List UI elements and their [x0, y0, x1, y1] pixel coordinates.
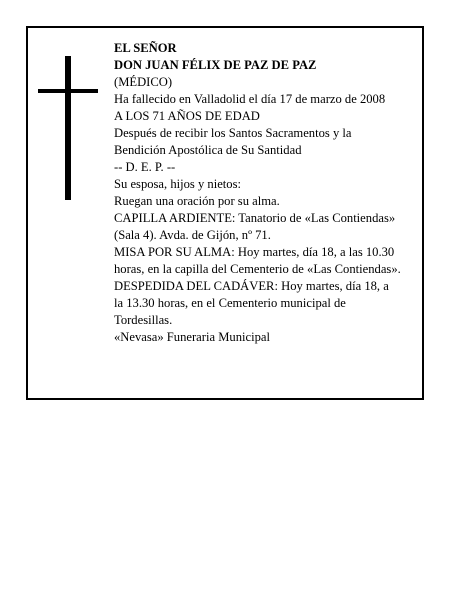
profession: (MÉDICO)	[114, 75, 173, 89]
death-statement: Ha fallecido en Valladolid el día 17 de marzo de 2008	[114, 92, 386, 106]
funeral-home: «Nevasa» Funeraria Municipal	[114, 330, 270, 344]
obituary-text	[114, 40, 424, 346]
mass-line-1: MISA POR SU ALMA: Hoy martes, día 18, a las 10.30	[114, 245, 395, 259]
title-line-1: EL SEÑOR	[114, 41, 177, 55]
chapel-line-1: CAPILLA ARDIENTE: Tanatorio de «Las Contiendas»	[114, 211, 396, 225]
age-at-death: A LOS 71 AÑOS DE EDAD	[114, 109, 260, 123]
farewell-line-1: DESPEDIDA DEL CADÁVER: Hoy martes, día 18, a	[114, 279, 389, 293]
deceased-name: DON JUAN FÉLIX DE PAZ DE PAZ	[114, 58, 317, 72]
cross-horizontal-bar	[38, 89, 98, 93]
farewell-line-2: la 13.30 horas, en el Cementerio municipal de	[114, 296, 346, 310]
sacraments-line-1: Después de recibir los Santos Sacramentos y la	[114, 126, 352, 140]
family-mention: Su esposa, hijos y nietos:	[114, 177, 241, 191]
mass-line-2: horas, en la capilla del Cementerio de «Las Contiendas».	[114, 262, 401, 276]
prayer-request: Ruegan una oración por su alma.	[114, 194, 280, 208]
rest-in-peace: -- D. E. P. --	[114, 160, 176, 174]
cross-vertical-bar	[65, 56, 71, 200]
sacraments-line-2: Bendición Apostólica de Su Santidad	[114, 143, 302, 157]
latin-cross-icon	[38, 56, 98, 200]
chapel-line-2: (Sala 4). Avda. de Gijón, nº 71.	[114, 228, 271, 242]
obituary-notice	[26, 26, 424, 400]
farewell-line-3: Tordesillas.	[114, 313, 173, 327]
